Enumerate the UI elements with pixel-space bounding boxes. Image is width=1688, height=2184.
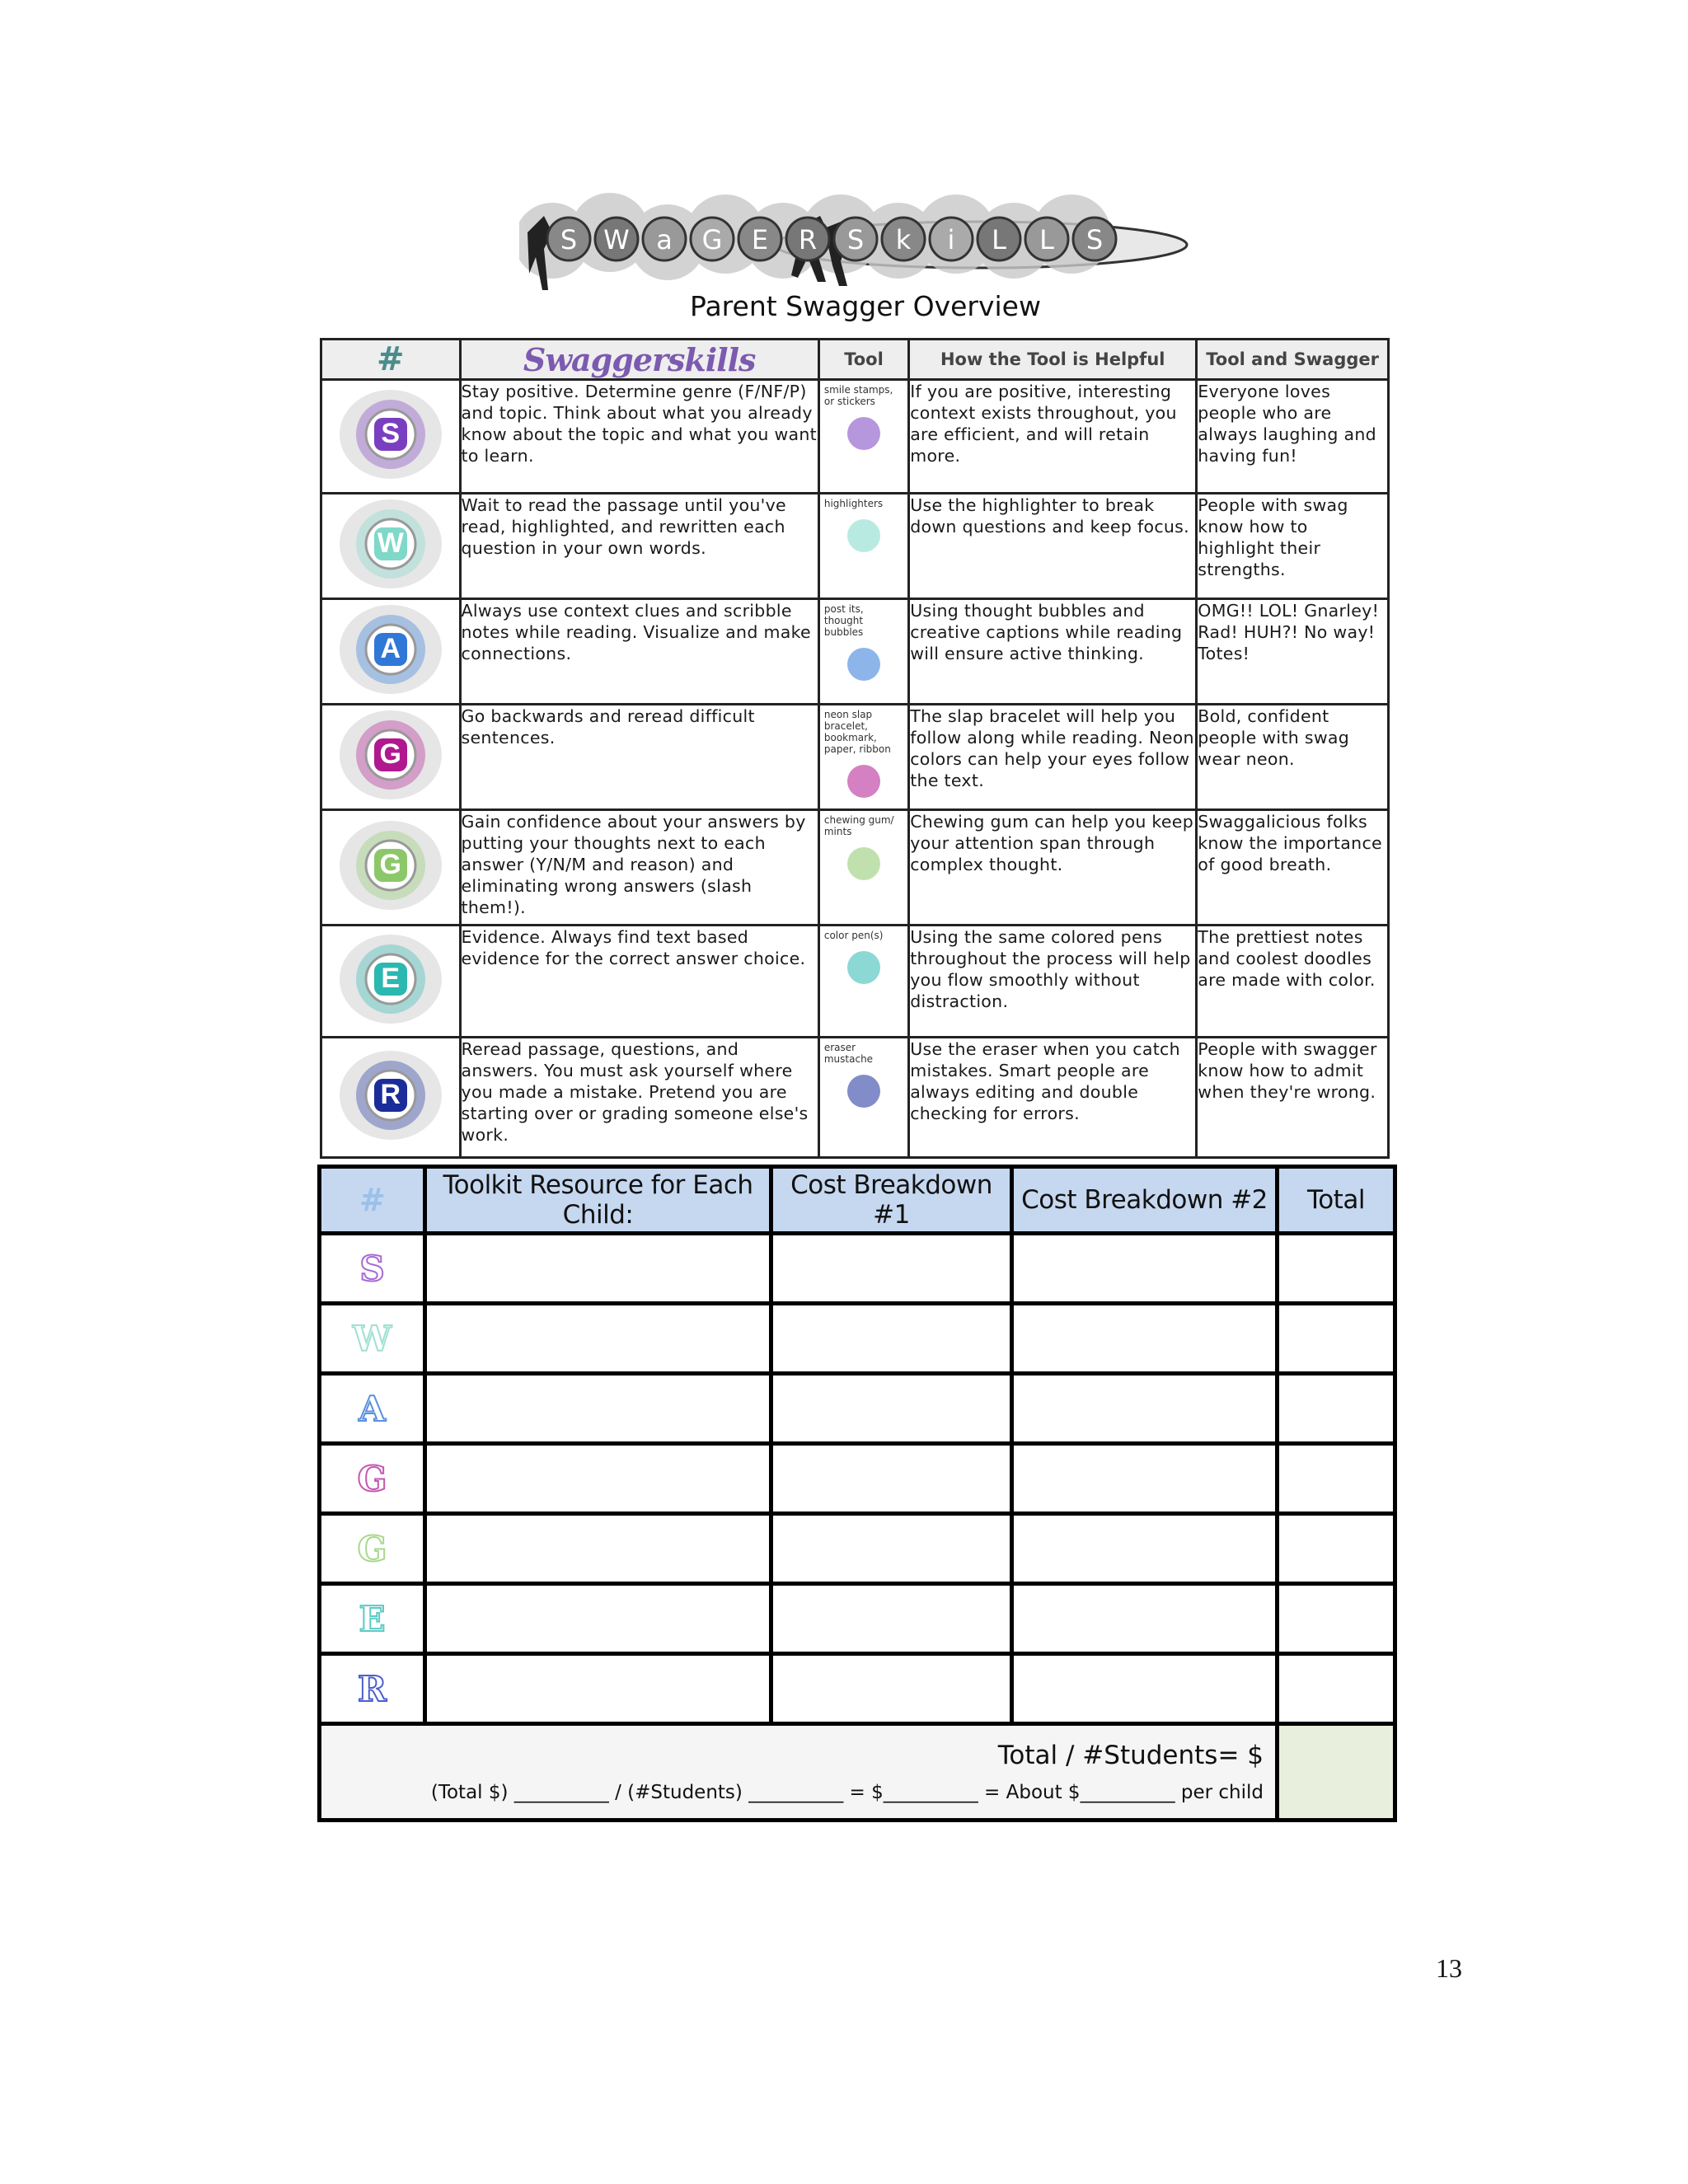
- skill-badge-icon: R: [337, 1046, 444, 1145]
- cost-header-breakdown-2: Cost Breakdown #2: [1012, 1167, 1278, 1234]
- cost-breakdown-1-cell[interactable]: [771, 1304, 1012, 1374]
- tool-helpful-text: Use the eraser when you catch mistakes. Smart people are always editing and double checking for errors.: [909, 1038, 1197, 1158]
- cost-header-breakdown-1: Cost Breakdown #1: [771, 1167, 1012, 1234]
- tool-label: eraser mustache: [823, 1042, 874, 1065]
- tool-label: color pen(s): [823, 930, 884, 941]
- skill-row: [321, 926, 1389, 1038]
- tool-helpful-text: Use the highlighter to break down questions and keep focus.: [909, 494, 1197, 599]
- cost-row-letter: R: [320, 1654, 425, 1724]
- tool-cell: [818, 926, 908, 1038]
- skill-badge-cell: [321, 1038, 461, 1158]
- cost-row: [320, 1444, 1395, 1514]
- tool-label: chewing gum/ mints: [823, 814, 894, 837]
- banner-letter: G: [701, 224, 723, 255]
- cost-row: [320, 1654, 1395, 1724]
- tool-cell: [818, 705, 908, 810]
- cost-breakdown-1-cell[interactable]: [771, 1514, 1012, 1584]
- total-cell[interactable]: [1278, 1374, 1395, 1444]
- cost-row: [320, 1514, 1395, 1584]
- tool-cell: [818, 599, 908, 705]
- tool-illustration-icon: [839, 757, 889, 806]
- cost-breakdown-2-cell[interactable]: [1012, 1584, 1278, 1654]
- footer-total-per-student: Total / #Students= $: [997, 1741, 1264, 1770]
- tool-helpful-text: Chewing gum can help you keep your attention span through complex thought.: [909, 810, 1197, 926]
- header-tool-and-swagger: Tool and Swagger: [1197, 340, 1389, 380]
- resource-cell[interactable]: [425, 1514, 771, 1584]
- skill-description: Go backwards and reread difficult sentences.: [460, 705, 818, 810]
- cost-breakdown-2-cell[interactable]: [1012, 1234, 1278, 1304]
- tool-cell: [818, 810, 908, 926]
- skill-row: [321, 380, 1389, 494]
- tool-cell: [818, 1038, 908, 1158]
- cost-breakdown-2-cell[interactable]: [1012, 1444, 1278, 1514]
- tool-label: smile stamps, or stickers: [823, 384, 893, 407]
- cost-breakdown-1-cell[interactable]: [771, 1584, 1012, 1654]
- page-subtitle: Parent Swagger Overview: [690, 290, 1041, 322]
- banner-letter: R: [798, 224, 818, 255]
- footer-calculation-blanks[interactable]: (Total $) __________ / (#Students) __________ = $__________ = About $__________ per child: [430, 1782, 1264, 1803]
- tool-illustration-icon: [839, 839, 889, 888]
- banner-letter: a: [656, 224, 673, 255]
- tool-helpful-text: If you are positive, interesting context exists throughout, you are efficient, and will retain more.: [909, 380, 1197, 494]
- cost-row: [320, 1584, 1395, 1654]
- cost-breakdown-2-cell[interactable]: [1012, 1374, 1278, 1444]
- cost-row-letter: G: [320, 1444, 425, 1514]
- skill-row: [321, 599, 1389, 705]
- skill-badge-icon: S: [337, 385, 444, 484]
- tool-swagger-text: Everyone loves people who are always laughing and having fun!: [1197, 380, 1389, 494]
- banner-letter: L: [1039, 224, 1054, 255]
- cost-row: [320, 1234, 1395, 1304]
- cost-header-hash: #: [320, 1167, 425, 1234]
- page-number: 13: [1436, 1953, 1462, 1983]
- resource-cell[interactable]: [425, 1584, 771, 1654]
- skill-description: Evidence. Always find text based evidence for the correct answer choice.: [460, 926, 818, 1038]
- tool-swagger-text: The prettiest notes and coolest doodles are made with color.: [1197, 926, 1389, 1038]
- total-cell[interactable]: [1278, 1584, 1395, 1654]
- cost-row: [320, 1304, 1395, 1374]
- banner-letter: W: [603, 224, 630, 255]
- banner-letter: S: [1085, 224, 1104, 255]
- skill-badge-icon: G: [337, 816, 444, 915]
- cost-row-letter: S: [320, 1234, 425, 1304]
- skill-description: Always use context clues and scribble notes while reading. Visualize and make connections.: [460, 599, 818, 705]
- tool-label: post its, thought bubbles: [823, 603, 864, 638]
- banner-letter: E: [751, 224, 769, 255]
- banner-letter: S: [560, 224, 578, 255]
- total-cell[interactable]: [1278, 1514, 1395, 1584]
- total-cell[interactable]: [1278, 1304, 1395, 1374]
- swagger-skills-table: [320, 338, 1390, 1159]
- skill-badge-cell: [321, 705, 461, 810]
- cost-footer-formula: [320, 1724, 1278, 1821]
- cost-row-letter: E: [320, 1584, 425, 1654]
- banner-letter: i: [947, 224, 955, 255]
- skill-description: Reread passage, questions, and answers. You must ask yourself where you made a mistake. Pretend you are starting over or grading someone else's work.: [460, 1038, 818, 1158]
- tool-swagger-text: Bold, confident people with swag wear neon.: [1197, 705, 1389, 810]
- skill-badge-icon: G: [337, 705, 444, 804]
- skill-row: [321, 705, 1389, 810]
- cost-row-letter: A: [320, 1374, 425, 1444]
- banner-letter: k: [895, 224, 912, 255]
- tool-swagger-text: Swaggalicious folks know the importance of good breath.: [1197, 810, 1389, 926]
- swagger-skills-banner: [519, 183, 1195, 298]
- header-hash: #: [321, 340, 461, 380]
- resource-cell[interactable]: [425, 1304, 771, 1374]
- skill-row: [321, 494, 1389, 599]
- cost-row: [320, 1374, 1395, 1444]
- cost-header-resource: Toolkit Resource for Each Child:: [425, 1167, 771, 1234]
- banner-letter: S: [846, 224, 865, 255]
- skill-row: [321, 1038, 1389, 1158]
- tool-swagger-text: People with swag know how to highlight their strengths.: [1197, 494, 1389, 599]
- skill-badge-icon: E: [337, 930, 444, 1029]
- tool-illustration-icon: [839, 1066, 889, 1116]
- skill-row: [321, 810, 1389, 926]
- tool-illustration-icon: [839, 409, 889, 458]
- skill-badge-cell: [321, 494, 461, 599]
- tool-label: neon slap bracelet, bookmark, paper, ribbon: [823, 709, 891, 755]
- cost-breakdown-1-cell[interactable]: [771, 1374, 1012, 1444]
- resource-cell[interactable]: [425, 1444, 771, 1514]
- footer-total-cell[interactable]: [1278, 1724, 1395, 1821]
- skill-badge-icon: A: [337, 600, 444, 699]
- resource-cell[interactable]: [425, 1654, 771, 1724]
- resource-cell[interactable]: [425, 1234, 771, 1304]
- cost-breakdown-1-cell[interactable]: [771, 1444, 1012, 1514]
- resource-cell[interactable]: [425, 1374, 771, 1444]
- tool-helpful-text: Using the same colored pens throughout the process will help you flow smoothly without distraction.: [909, 926, 1197, 1038]
- skill-badge-cell: [321, 380, 461, 494]
- toolkit-cost-table: [317, 1165, 1397, 1822]
- tool-cell: [818, 380, 908, 494]
- header-swaggerskills: Swaggerskills: [460, 340, 818, 380]
- tool-illustration-icon: [839, 511, 889, 560]
- tool-illustration-icon: [839, 640, 889, 689]
- cost-breakdown-1-cell[interactable]: [771, 1234, 1012, 1304]
- total-cell[interactable]: [1278, 1234, 1395, 1304]
- cost-row-letter: G: [320, 1514, 425, 1584]
- tool-label: highlighters: [823, 498, 884, 509]
- skill-badge-cell: [321, 926, 461, 1038]
- skill-badge-icon: W: [337, 494, 444, 593]
- skill-description: Stay positive. Determine genre (F/NF/P) and topic. Think about what you already know about the topic and what you want to learn.: [460, 380, 818, 494]
- cost-row-letter: W: [320, 1304, 425, 1374]
- skill-description: Wait to read the passage until you've read, highlighted, and rewritten each question in your own words.: [460, 494, 818, 599]
- skill-badge-cell: [321, 599, 461, 705]
- cost-breakdown-2-cell[interactable]: [1012, 1654, 1278, 1724]
- cost-breakdown-1-cell[interactable]: [771, 1654, 1012, 1724]
- tool-swagger-text: People with swagger know how to admit when they're wrong.: [1197, 1038, 1389, 1158]
- skill-badge-cell: [321, 810, 461, 926]
- cost-breakdown-2-cell[interactable]: [1012, 1304, 1278, 1374]
- tool-cell: [818, 494, 908, 599]
- total-cell[interactable]: [1278, 1654, 1395, 1724]
- header-helpful: How the Tool is Helpful: [909, 340, 1197, 380]
- skill-description: Gain confidence about your answers by putting your thoughts next to each answer (Y/N/M and reason) and eliminating wrong answers (slash them!).: [460, 810, 818, 926]
- total-cell[interactable]: [1278, 1444, 1395, 1514]
- header-tool: Tool: [818, 340, 908, 380]
- tool-swagger-text: OMG!! LOL! Gnarley! Rad! HUH?! No way! Totes!: [1197, 599, 1389, 705]
- banner-letter: L: [992, 224, 1006, 255]
- tool-illustration-icon: [839, 943, 889, 992]
- tool-helpful-text: The slap bracelet will help you follow along while reading. Neon colors can help your eyes follow the text.: [909, 705, 1197, 810]
- cost-breakdown-2-cell[interactable]: [1012, 1514, 1278, 1584]
- cost-header-total: Total: [1278, 1167, 1395, 1234]
- tool-helpful-text: Using thought bubbles and creative captions while reading will ensure active thinking.: [909, 599, 1197, 705]
